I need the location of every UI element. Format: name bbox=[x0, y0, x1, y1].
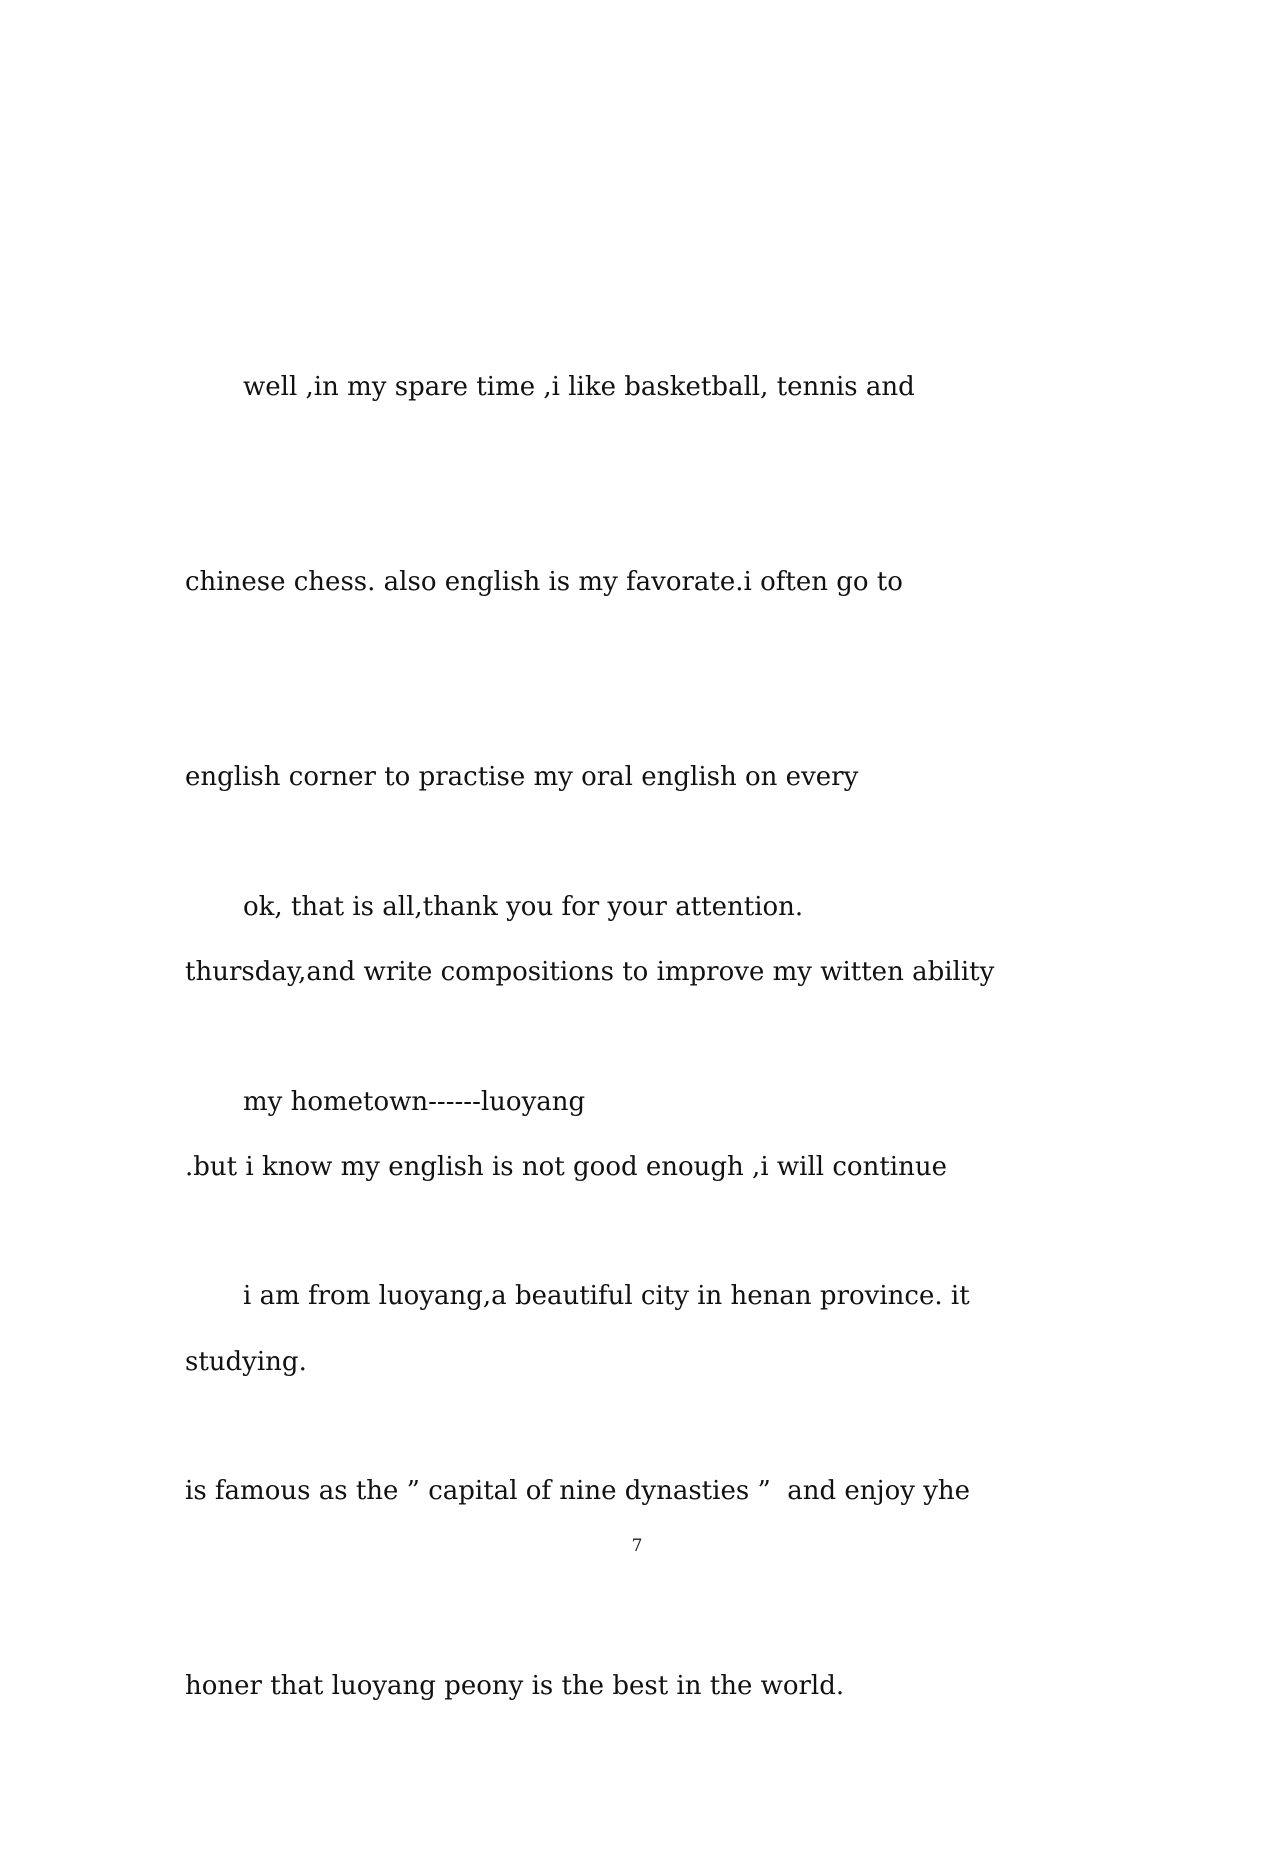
text-line: i am from luoyang,a beautiful city in henan province. it bbox=[243, 1281, 970, 1311]
text-line: .but i know my english is not good enough ,i will continue bbox=[185, 1152, 947, 1182]
heading-text: my hometown------luoyang bbox=[243, 1087, 586, 1117]
text-line: honer that luoyang peony is the best in the world. bbox=[185, 1671, 845, 1701]
text-line: chinese chess. also english is my favorate.i often go to bbox=[185, 567, 903, 597]
text-line: is famous as the ” capital of nine dynasties ” and enjoy yhe bbox=[185, 1476, 971, 1506]
paragraph-luoyang bbox=[185, 1134, 1105, 1849]
page-number: 7 bbox=[631, 1536, 643, 1556]
text-line: well ,in my spare time ,i like basketball, tennis and bbox=[243, 372, 915, 402]
text-line: ok, that is all,thank you for your attention. bbox=[243, 892, 804, 922]
text-line: thursday,and write compositions to improve my witten ability bbox=[185, 957, 995, 987]
text-line: english corner to practise my oral english on every bbox=[185, 762, 859, 792]
text-line: studying. bbox=[185, 1347, 307, 1377]
